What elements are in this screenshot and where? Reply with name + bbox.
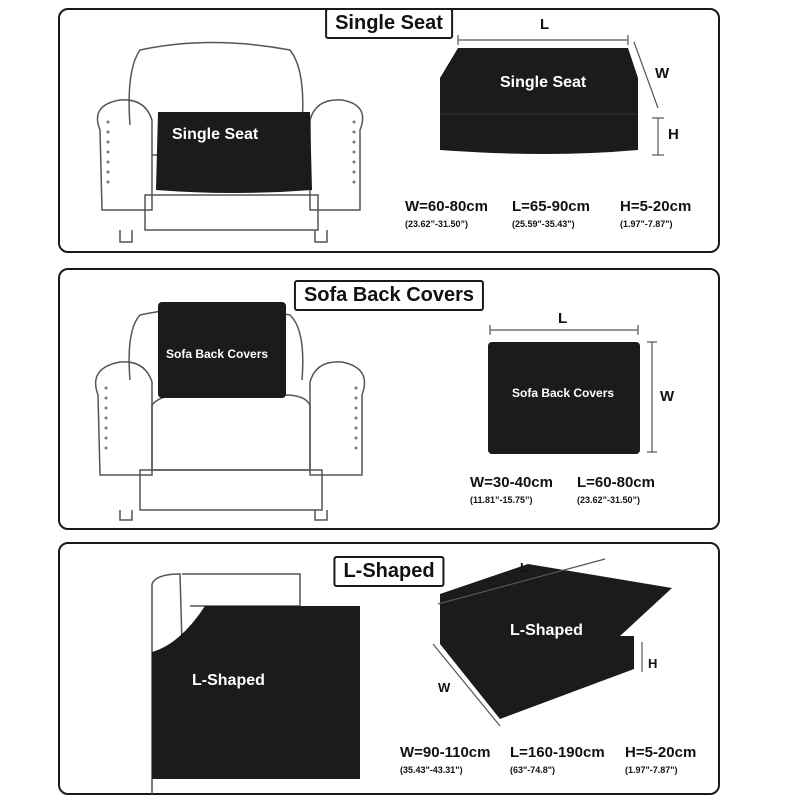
measurement-w <box>405 198 488 229</box>
dimension-w-letter: W <box>655 65 670 82</box>
panel-title: Single Seat <box>325 8 453 39</box>
dimension-w-letter: W <box>660 388 675 405</box>
dimension-h-line <box>652 118 664 155</box>
measurement-h-inches: (1.97"-7.87") <box>620 219 673 229</box>
measurement-w-main: W=90-110cm <box>400 744 491 761</box>
dimension-l-line <box>458 35 628 45</box>
cushion-label: Single Seat <box>500 74 587 91</box>
seat-cover-label: Single Seat <box>172 126 259 143</box>
measurement-w-inches: (23.62”-31.50”) <box>405 219 469 229</box>
measurement-w-inches: (35.43"-43.31") <box>400 765 463 775</box>
measurement-w <box>400 744 490 775</box>
dimension-h-letter: H <box>668 126 679 143</box>
panel-title: Sofa Back Covers <box>294 280 484 311</box>
measurement-l <box>512 198 590 229</box>
l-shaped-illustration <box>60 544 722 797</box>
measurement-h <box>620 198 691 229</box>
dimension-l-letter: L <box>558 310 568 327</box>
cushion-shape <box>440 48 638 154</box>
l-cushion-label: L-Shaped <box>510 622 583 639</box>
dimension-h-letter: H <box>648 656 658 671</box>
seat-cover-shape <box>156 112 312 193</box>
l-cover-label: L-Shaped <box>192 672 265 689</box>
dimension-w-letter: W <box>438 680 451 695</box>
measurement-l <box>577 474 655 505</box>
back-cover-label: Sofa Back Covers <box>166 347 269 361</box>
measurement-h-inches: (1.97"-7.87") <box>625 765 678 775</box>
panel-single-seat <box>58 8 720 253</box>
panel-l-shaped <box>58 542 720 795</box>
measurement-w <box>470 474 553 505</box>
measurement-w-main: W=60-80cm <box>405 198 488 215</box>
measurement-h-main: H=5-20cm <box>620 198 692 215</box>
dimension-w-line <box>647 342 657 452</box>
l-cover-shape <box>152 606 360 779</box>
measurement-l-inches: (63"-74.8") <box>510 765 556 775</box>
measurement-h-main: H=5-20cm <box>625 744 697 761</box>
panel-title: L-Shaped <box>333 556 444 587</box>
measurement-l-main: L=65-90cm <box>512 198 590 215</box>
measurement-l <box>510 744 605 775</box>
measurement-w-inches: (11.81”-15.75”) <box>470 495 533 505</box>
measurement-w-main: W=30-40cm <box>470 474 553 491</box>
measurement-l-inches: (25.59"-35.43") <box>512 219 575 229</box>
measurement-l-main: L=160-190cm <box>510 744 605 761</box>
panel-sofa-back-covers <box>58 268 720 530</box>
dimension-l-letter: L <box>520 560 528 575</box>
measurement-h <box>625 744 696 775</box>
dimension-l-letter: L <box>540 16 550 33</box>
measurement-l-main: L=60-80cm <box>577 474 655 491</box>
measurement-l-inches: (23.62”-31.50”) <box>577 495 641 505</box>
back-cushion-label: Sofa Back Covers <box>512 386 615 400</box>
